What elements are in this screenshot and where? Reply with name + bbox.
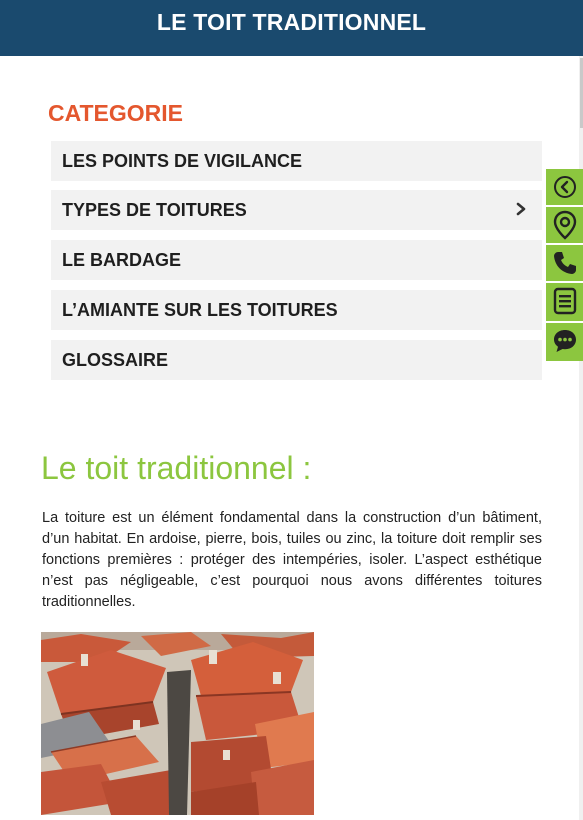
sidebar-form-button[interactable] <box>546 283 583 319</box>
top-header-bar <box>0 0 583 56</box>
page-title: LE TOIT TRADITIONNEL <box>156 9 427 35</box>
category-item-points-de-vigilance[interactable] <box>51 141 542 181</box>
category-item-label: LES POINTS DE VIGILANCE <box>62 150 303 171</box>
intro-paragraph: La toiture est un élément fondamental dans la construction d’un bâtiment, d’un habitat. En ardoise, pierre, bois, tuiles ou zinc, la toiture doit remplir ses fonctions premières : protéger des intempéries, isoler. L’aspect esthétique n’est pas négligeable, c’est pourquoi nous avons différentes toitures traditionnelles. <box>42 510 542 610</box>
category-title: CATEGORIE <box>48 100 184 126</box>
category-item-types-de-toitures[interactable] <box>51 190 542 230</box>
sidebar-collapse-button[interactable] <box>546 169 583 205</box>
category-item-amiante[interactable] <box>51 290 542 330</box>
sidebar-phone-button[interactable] <box>546 245 583 281</box>
phone-icon <box>552 250 578 276</box>
rooftops-photo <box>41 632 314 815</box>
form-list-icon <box>552 287 578 315</box>
category-item-label: TYPES DE TOITURES <box>62 199 247 220</box>
sidebar-chat-button[interactable] <box>546 323 583 359</box>
category-item-le-bardage[interactable] <box>51 240 542 280</box>
category-item-glossaire[interactable] <box>51 340 542 380</box>
floating-sidebar <box>546 169 583 361</box>
sidebar-location-button[interactable] <box>546 207 583 243</box>
category-item-label: GLOSSAIRE <box>62 349 169 370</box>
collapse-left-icon <box>552 174 578 200</box>
category-item-label: LE BARDAGE <box>62 249 182 270</box>
section-title: Le toit traditionnel : <box>41 450 312 486</box>
category-item-label: L’AMIANTE SUR LES TOITURES <box>62 299 338 320</box>
location-pin-icon <box>552 210 578 240</box>
chat-icon <box>551 327 579 355</box>
chevron-right-icon <box>514 201 528 217</box>
